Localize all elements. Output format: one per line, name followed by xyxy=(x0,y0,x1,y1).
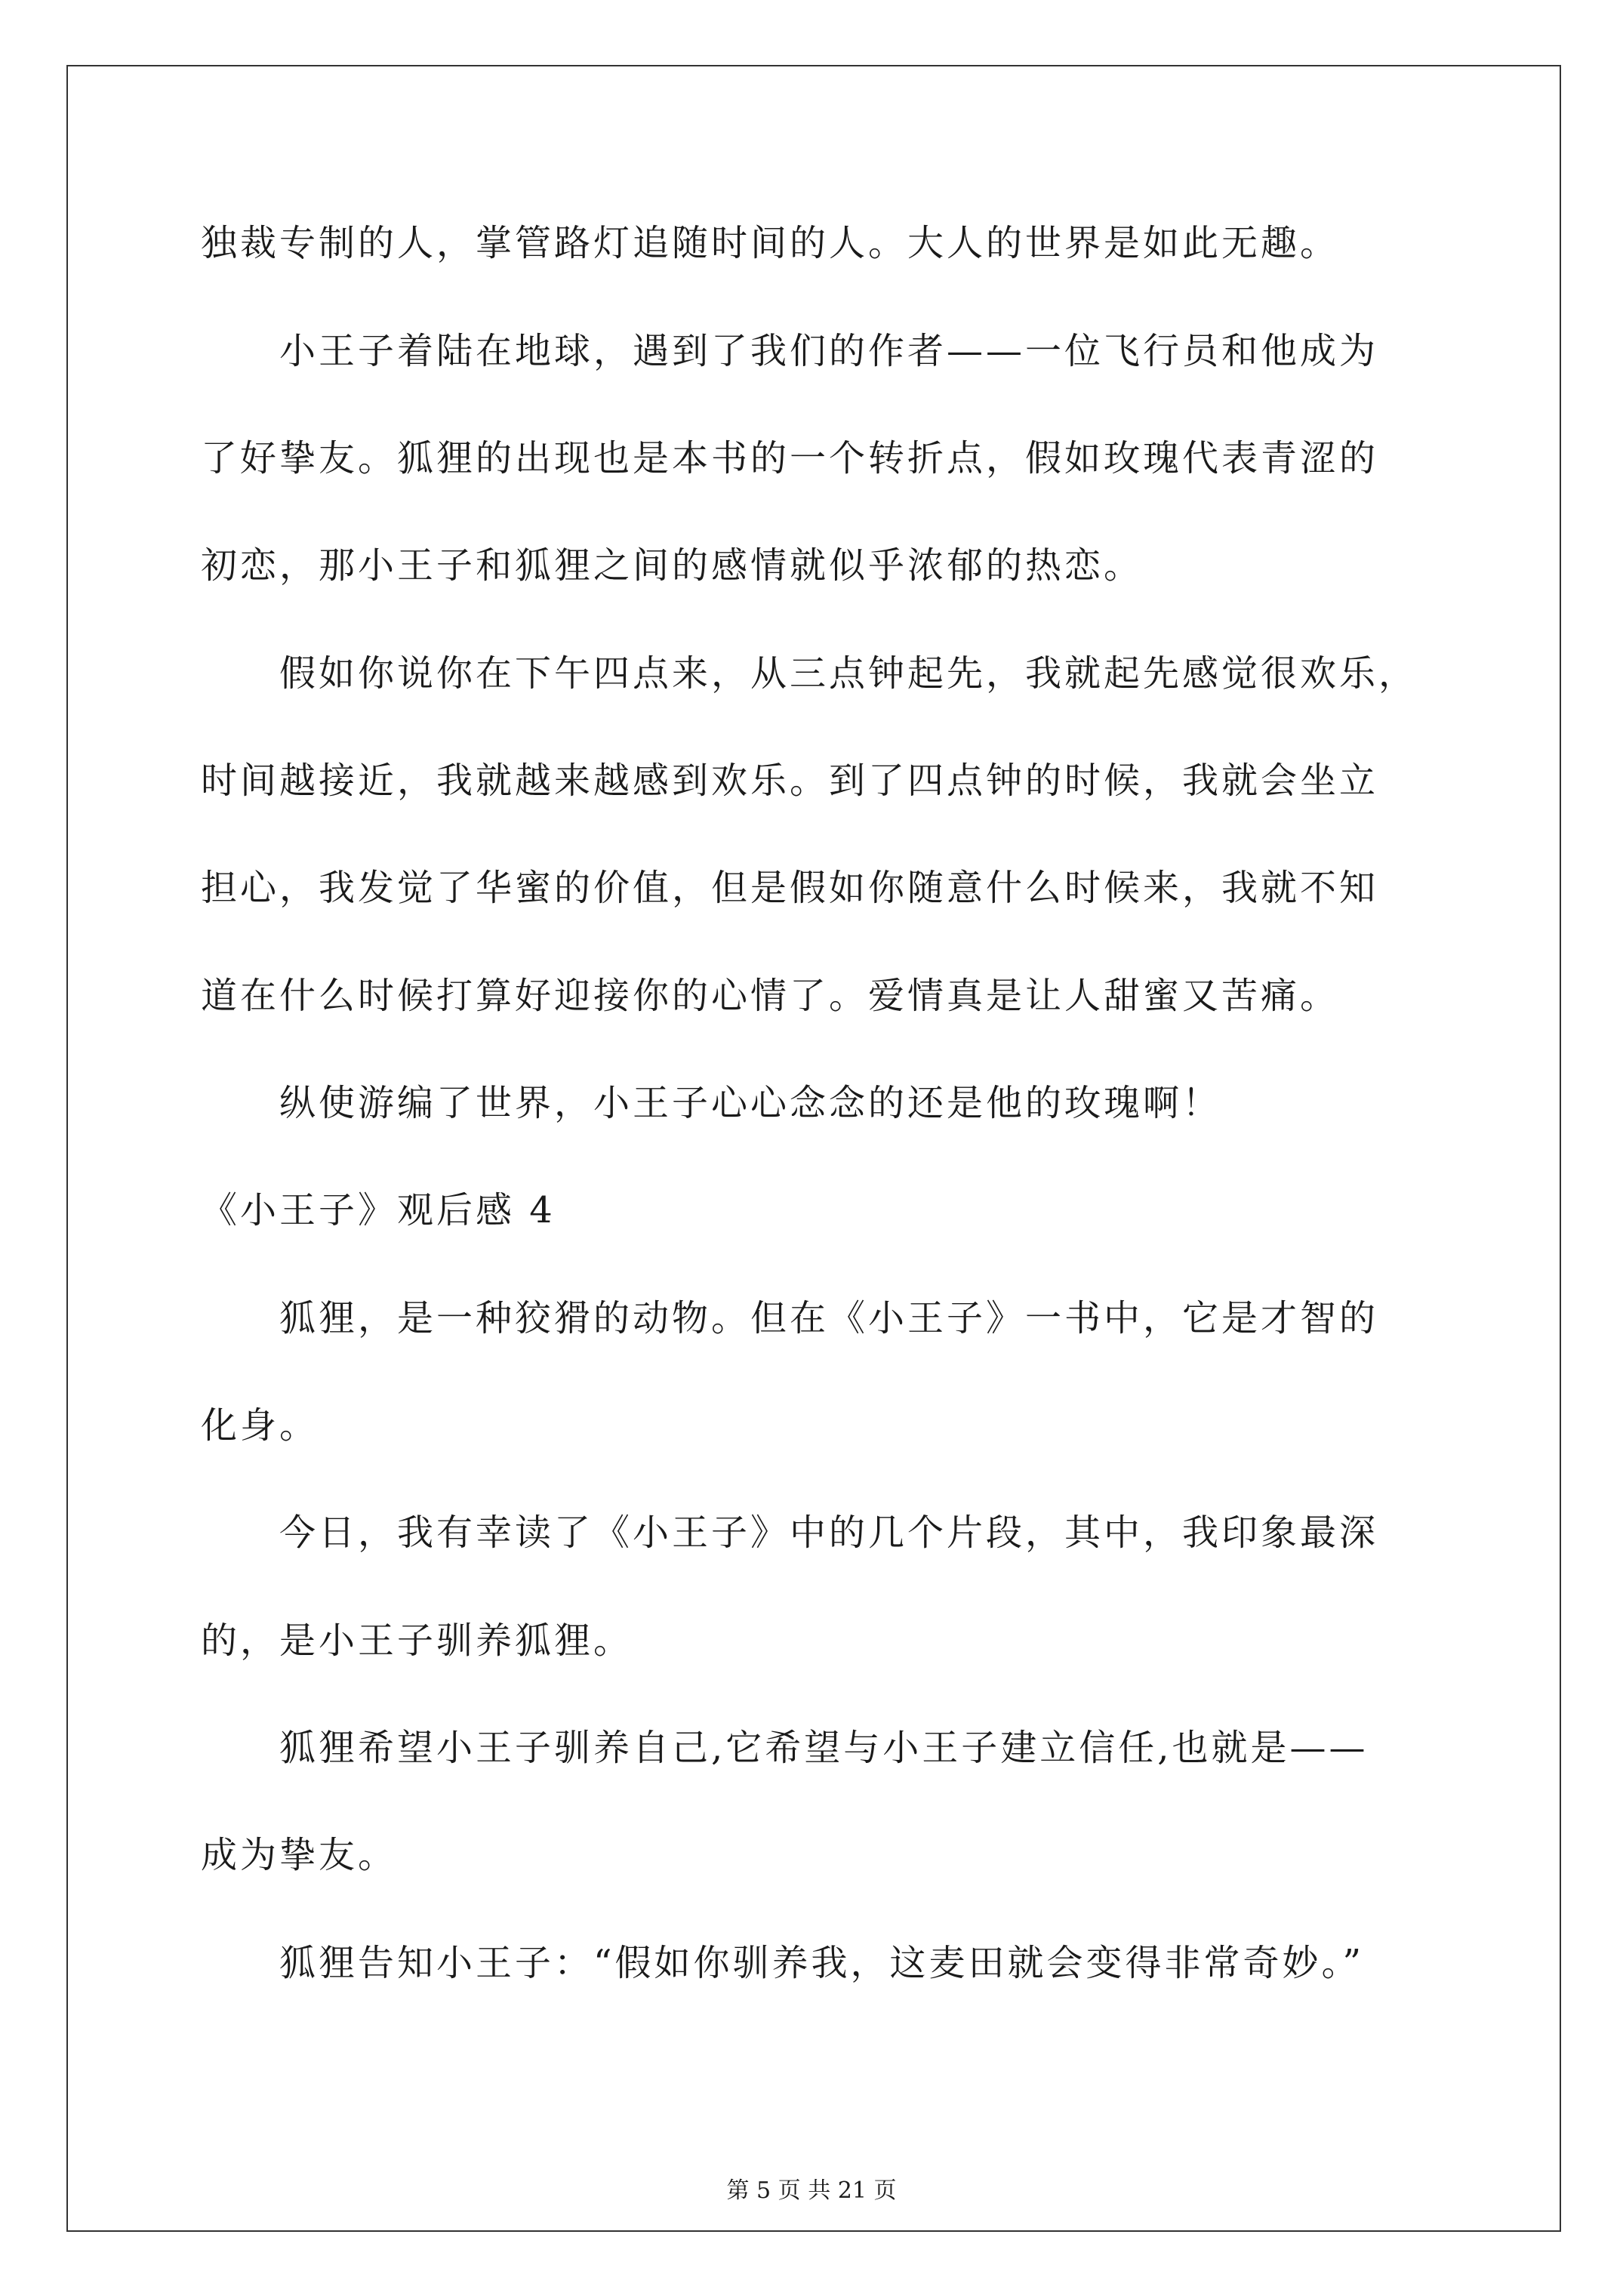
text-line-12: 化身。 xyxy=(201,1404,319,1447)
text-line-9: 纵使游编了世界，小王子心心念念的还是他的玫瑰啊！ xyxy=(279,1082,1222,1124)
page-footer: 第 5 页 共 21 页 xyxy=(726,2177,897,2204)
text-line-4: 初恋，那小王子和狐狸之间的感情就似乎浓郁的热恋。 xyxy=(201,544,1144,587)
text-line-13: 今日，我有幸读了《小王子》中的几个片段，其中，我印象最深 xyxy=(279,1512,1379,1554)
text-line-6: 时间越接近，我就越来越感到欢乐。到了四点钟的时候，我就会坐立 xyxy=(201,760,1379,802)
text-line-8: 道在什么时候打算好迎接你的心情了。爱情真是让人甜蜜又苦痛。 xyxy=(201,975,1340,1017)
text-line-11: 狐狸，是一种狡猾的动物。但在《小王子》一书中，它是才智的 xyxy=(279,1297,1379,1339)
text-line-14: 的，是小王子驯养狐狸。 xyxy=(201,1620,633,1662)
text-line-2: 小王子着陆在地球，遇到了我们的作者——一位飞行员和他成为 xyxy=(279,330,1379,372)
text-line-5: 假如你说你在下午四点来，从三点钟起先，我就起先感觉很欢乐， xyxy=(279,652,1418,695)
text-line-16: 成为挚友。 xyxy=(201,1834,398,1876)
page-border xyxy=(66,65,1561,2232)
section-heading: 《小王子》观后感 4 xyxy=(201,1189,556,1231)
text-line-15: 狐狸希望小王子驯养自己,它希望与小王子建立信任,也就是—— xyxy=(279,1727,1369,1769)
text-line-7: 担心，我发觉了华蜜的价值，但是假如你随意什么时候来，我就不知 xyxy=(201,867,1379,909)
text-line-17: 狐狸告知小王子：“假如你驯养我，这麦田就会变得非常奇妙。” xyxy=(279,1942,1365,1984)
text-line-1: 独裁专制的人，掌管路灯追随时间的人。大人的世界是如此无趣。 xyxy=(201,222,1340,264)
text-line-3: 了好挚友。狐狸的出现也是本书的一个转折点，假如玫瑰代表青涩的 xyxy=(201,437,1379,479)
